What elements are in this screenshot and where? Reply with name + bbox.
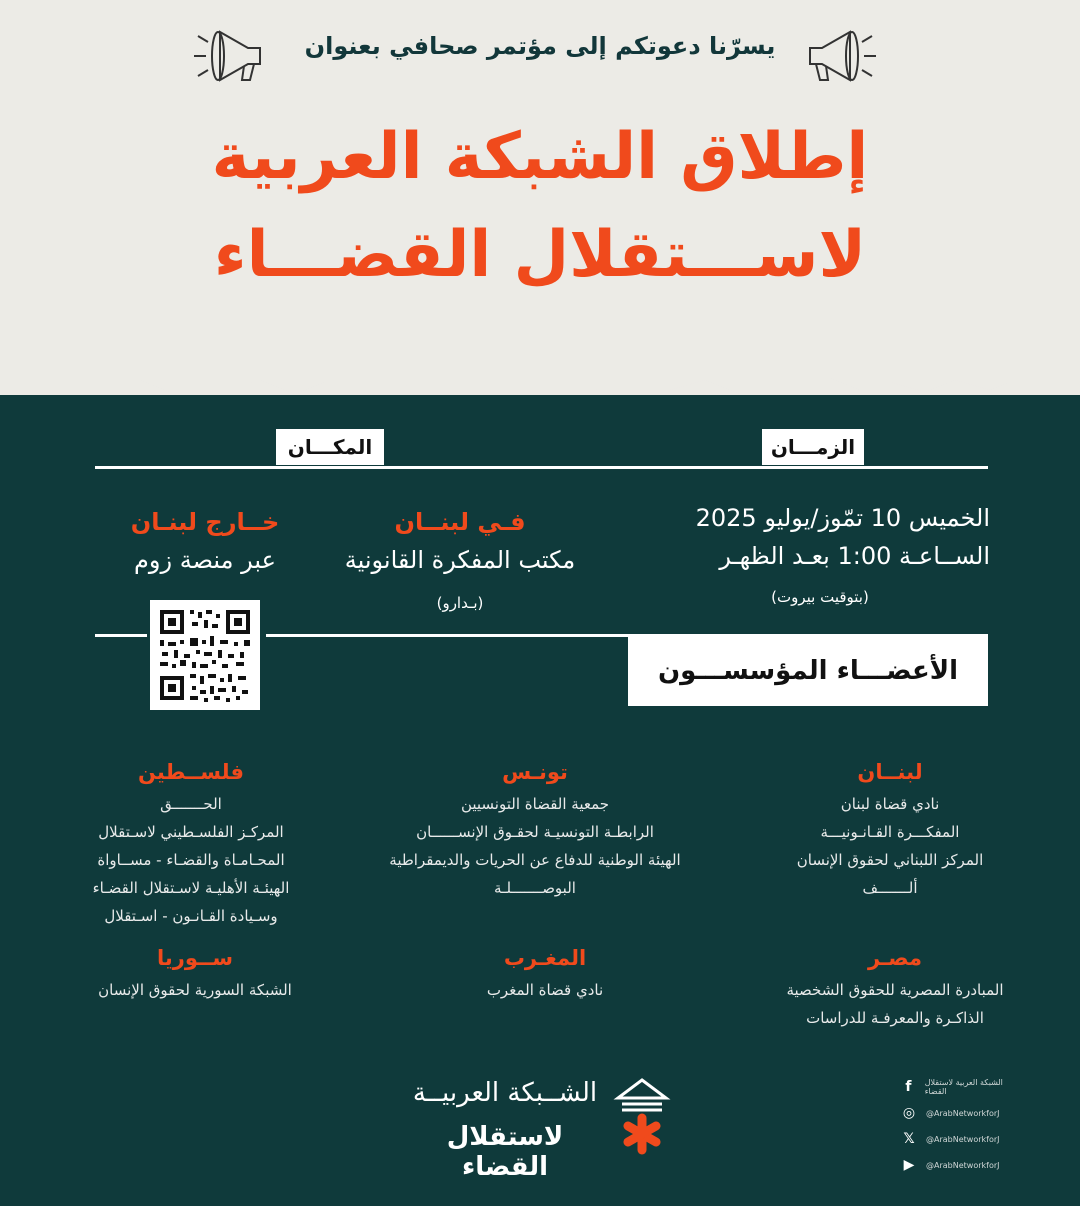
list-item: الشبكة السورية لحقوق الإنسان	[98, 981, 292, 999]
divider-line	[95, 634, 147, 637]
social-handle: @ArabNetworkforJ	[926, 1108, 1000, 1118]
network-logo-icon	[612, 1076, 672, 1156]
in-lebanon-area: (بـدارو)	[436, 594, 484, 612]
divider-line	[95, 466, 988, 469]
members-tunisia	[360, 756, 710, 902]
list-item: المفكـــرة القـانـونيـــة	[820, 823, 960, 841]
event-date: الخميس 10 تمّوز/يوليو 2025	[695, 504, 990, 532]
list-item: جمعية القضاة التونسيين	[460, 795, 610, 813]
country-heading-egypt: مصـر	[868, 946, 922, 970]
logo-text-line-1: الشــبكة العربيــة	[412, 1078, 598, 1108]
list-item: المبادرة المصرية للحقوق الشخصية	[786, 981, 1004, 999]
list-item: الحـــــــق	[160, 795, 222, 813]
title-line-2: لاســـتقلال القضـــاء	[213, 218, 867, 292]
list-item: المركز اللبناني لحقوق الإنسان	[796, 851, 984, 869]
country-heading-tunisia: تونـس	[502, 760, 568, 784]
list-item: الذاكـرة والمعرفـة للدراسات	[806, 1009, 984, 1027]
social-row-facebook[interactable]	[900, 1076, 1020, 1098]
list-item: الهيئـة الأهليـة لاسـتقلال القضـاء	[92, 879, 290, 897]
list-item: المركـز الفلسـطيني لاسـتقلال	[98, 823, 284, 841]
invitation-text: يسرّنا دعوتكم إلى مؤتمر صحافي بعنوان	[304, 32, 776, 60]
country-heading-lebanon: لبنــان	[857, 760, 923, 784]
event-timezone: (بتوقيت بيروت)	[771, 588, 869, 606]
event-hour: الســاعـة 1:00 بعـد الظهـر	[719, 542, 990, 570]
list-item: نادي قضاة المغرب	[486, 981, 604, 999]
in-lebanon-venue: مكتب المفكرة القانونية	[344, 546, 576, 574]
outside-lebanon-venue: عبر منصة زوم	[134, 546, 276, 574]
country-heading-syria: ســوريا	[156, 946, 234, 970]
torn-paper-edge	[0, 360, 1080, 430]
in-lebanon-heading: فـي لبنــان	[394, 508, 526, 536]
title-line-1: إطلاق الشبكة العربية	[211, 120, 869, 194]
place-label: المكـــان	[276, 429, 384, 465]
qr-code[interactable]	[150, 600, 260, 710]
qr-code-image	[150, 600, 260, 710]
social-handle: الشبكة العربية لاستقلال القضاء	[924, 1078, 1003, 1096]
social-handle: @ArabNetworkforJ	[926, 1134, 1000, 1144]
list-item: الهيئة الوطنية للدفاع عن الحريات والديمقراطية	[389, 851, 681, 869]
instagram-icon: ◎	[902, 1105, 916, 1121]
list-item: وسـيادة القـانـون - اسـتقلال	[104, 907, 278, 925]
members-morocco	[420, 942, 670, 1004]
list-item: المحـامـاة والقضـاء - مســاواة	[97, 851, 285, 869]
founding-members-title: الأعضـــاء المؤسســـون	[628, 636, 988, 706]
list-item: البوصـــــــلـة	[494, 879, 576, 897]
members-lebanon	[770, 756, 1010, 902]
members-syria	[70, 942, 320, 1004]
paper-header	[0, 0, 1080, 400]
youtube-icon: ▶	[903, 1157, 915, 1173]
logo-text-line-2: لاستقلال القضاء	[446, 1122, 564, 1182]
outside-lebanon-heading: خــارج لبنـان	[130, 508, 280, 536]
social-links	[900, 1076, 1020, 1180]
country-heading-palestine: فلســطين	[138, 760, 244, 784]
social-handle: @ArabNetworkforJ	[926, 1160, 1000, 1170]
members-palestine	[55, 756, 327, 930]
list-item: نادي قضاة لبنان	[840, 795, 940, 813]
list-item: ألـــــــف	[862, 879, 918, 897]
list-item: الرابطـة التونسيـة لحقـوق الإنســــــان	[416, 823, 654, 841]
social-row-instagram[interactable]	[900, 1102, 1020, 1124]
x-icon: 𝕏	[903, 1131, 915, 1147]
facebook-icon: f	[905, 1079, 912, 1095]
social-row-x[interactable]	[900, 1128, 1020, 1150]
social-row-youtube[interactable]	[900, 1154, 1020, 1176]
time-label: الزمـــان	[762, 429, 864, 465]
country-heading-morocco: المغـرب	[503, 946, 587, 970]
members-egypt	[770, 942, 1020, 1032]
